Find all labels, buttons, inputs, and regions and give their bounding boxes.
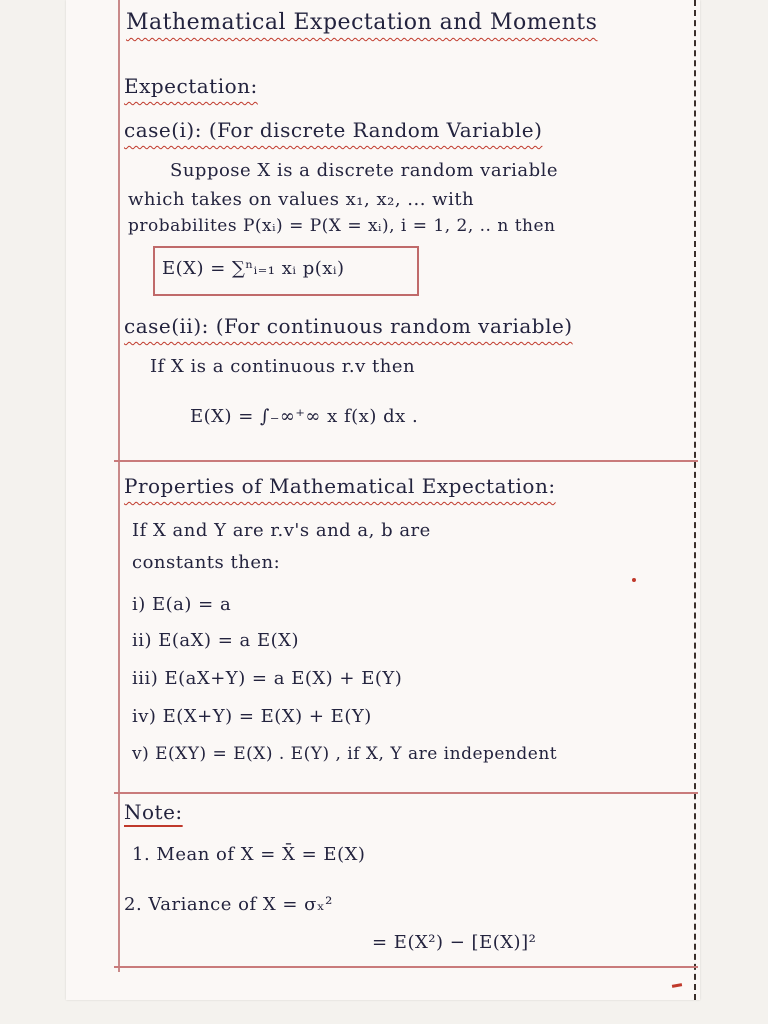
note-heading: Note: (124, 800, 183, 824)
property-item: iii) E(aX+Y) = a E(X) + E(Y) (132, 668, 403, 689)
property-item: i) E(a) = a (132, 594, 232, 615)
case1-line3: probabilites P(xᵢ) = P(X = xᵢ), i = 1, 2, .. n then (128, 216, 556, 236)
case2-line1: If X is a continuous r.v then (150, 356, 416, 377)
note-item-variance: 2. Variance of X = σₓ² (124, 894, 333, 915)
page-title: Mathematical Expectation and Moments (126, 10, 598, 35)
section-divider (114, 792, 698, 794)
note-item-mean: 1. Mean of X = X̄ = E(X) (132, 844, 366, 865)
property-item: iv) E(X+Y) = E(X) + E(Y) (132, 706, 372, 727)
case1-formula: E(X) = ∑ⁿᵢ₌₁ xᵢ p(xᵢ) (162, 258, 345, 279)
case1-line1: Suppose X is a discrete random variable (170, 160, 559, 181)
case2-heading: case(ii): (For continuous random variable) (124, 314, 573, 338)
section-divider (114, 966, 698, 968)
ink-dot (632, 578, 636, 582)
case1-heading: case(i): (For discrete Random Variable) (124, 118, 543, 142)
properties-intro-line2: constants then: (132, 552, 281, 573)
properties-heading: Properties of Mathematical Expectation: (124, 474, 556, 498)
property-item: ii) E(aX) = a E(X) (132, 630, 299, 651)
case1-line2: which takes on values x₁, x₂, ... with (128, 189, 475, 210)
expectation-heading: Expectation: (124, 74, 258, 98)
property-item: v) E(XY) = E(X) . E(Y) , if X, Y are independent (132, 744, 558, 764)
perforation-edge (694, 0, 696, 1000)
note-item-variance-formula: = E(X²) − [E(X)]² (372, 932, 537, 953)
margin-line (118, 0, 120, 972)
section-divider (114, 460, 698, 462)
properties-intro-line1: If X and Y are r.v's and a, b are (132, 520, 431, 541)
case2-formula: E(X) = ∫₋∞⁺∞ x f(x) dx . (190, 406, 419, 427)
